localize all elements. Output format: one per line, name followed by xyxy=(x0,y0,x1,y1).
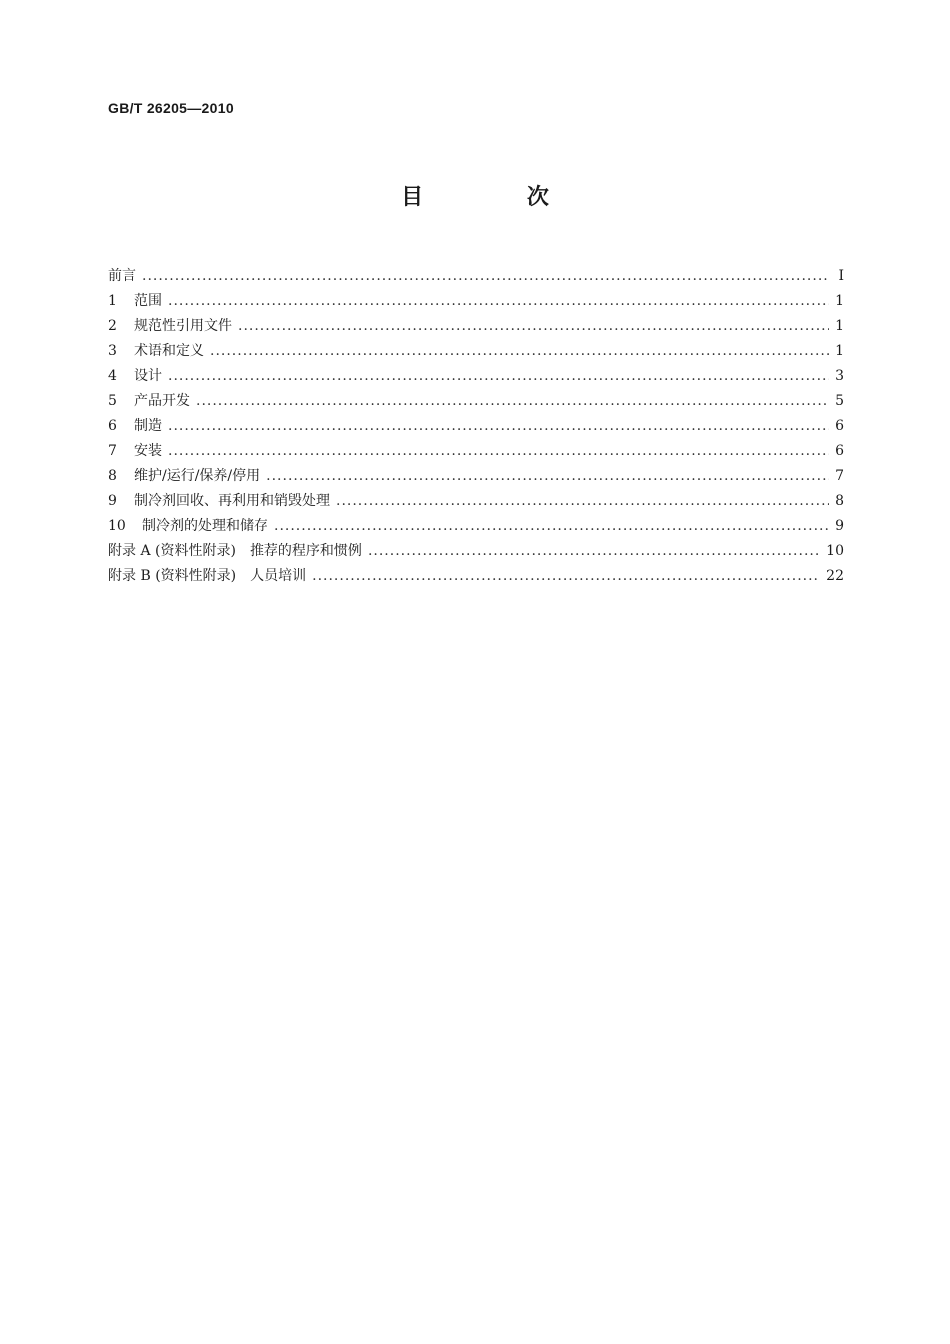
toc-entry-number: 2 xyxy=(108,318,117,334)
toc-page-number: 7 xyxy=(835,468,844,484)
toc-page-number: 1 xyxy=(835,343,844,359)
toc-leader-dots xyxy=(168,414,829,439)
toc-entry-label xyxy=(108,539,362,564)
toc-page-number: 9 xyxy=(835,518,844,534)
toc-leader-dots xyxy=(168,289,829,314)
toc-page-number: 22 xyxy=(826,568,844,584)
toc-entry-1[interactable] xyxy=(108,289,844,314)
toc-leader-dots xyxy=(196,389,829,414)
toc-leader-dots xyxy=(210,339,829,364)
toc-entry-6[interactable] xyxy=(108,414,844,439)
toc-entry-4[interactable] xyxy=(108,364,844,389)
toc-entry-5[interactable] xyxy=(108,389,844,414)
toc-leader-dots xyxy=(168,439,829,464)
toc-entry-label: 设计 xyxy=(134,368,162,384)
toc-entry-9[interactable] xyxy=(108,489,844,514)
appendix-title: 人员培训 xyxy=(250,568,307,584)
toc-entry-label: 前言 xyxy=(108,268,136,284)
standard-code: GB/T 26205—2010 xyxy=(108,100,234,116)
toc-entry-number: 10 xyxy=(108,518,126,534)
toc-entry-2[interactable] xyxy=(108,314,844,339)
toc-entry-label: 规范性引用文件 xyxy=(134,318,232,334)
toc-leader-dots xyxy=(336,489,829,514)
toc-page-number: 3 xyxy=(835,368,844,384)
appendix-designation: 附录 A (资料性附录) xyxy=(108,543,236,559)
toc-title: 目 次 xyxy=(401,185,597,210)
toc-entry-number: 6 xyxy=(108,418,117,434)
toc-entry-label: 维护/运行/保养/停用 xyxy=(134,468,261,484)
toc-leader-dots xyxy=(274,514,829,539)
toc-entry-label xyxy=(108,564,306,589)
toc-entry-label: 产品开发 xyxy=(134,393,190,409)
toc-entry-7[interactable] xyxy=(108,439,844,464)
toc-leader-dots xyxy=(168,364,829,389)
toc-entry-number: 5 xyxy=(108,393,117,409)
toc-entry-label: 制造 xyxy=(134,418,162,434)
toc-entry-preface[interactable] xyxy=(108,264,844,289)
toc-page-number: 5 xyxy=(835,393,844,409)
toc-entry-number: 9 xyxy=(108,493,117,509)
toc-leader-dots xyxy=(368,539,820,564)
toc-entry-label: 范围 xyxy=(134,293,162,309)
toc-leader-dots xyxy=(266,464,829,489)
toc-entry-label: 制冷剂回收、再利用和销毁处理 xyxy=(134,493,330,509)
toc-page-number: 8 xyxy=(835,493,844,509)
toc-page-number: 1 xyxy=(835,293,844,309)
appendix-designation: 附录 B (资料性附录) xyxy=(108,568,237,584)
toc-entry-appendix-a[interactable] xyxy=(108,539,844,564)
toc-leader-dots xyxy=(142,264,830,289)
toc-entry-number: 3 xyxy=(108,343,117,359)
appendix-title: 推荐的程序和惯例 xyxy=(249,543,362,559)
toc-entry-label: 术语和定义 xyxy=(134,343,204,359)
toc-entry-10[interactable] xyxy=(108,514,844,539)
toc-entry-number: 4 xyxy=(108,368,117,384)
toc-leader-dots xyxy=(312,564,820,589)
toc-leader-dots xyxy=(238,314,829,339)
toc-page-number: 1 xyxy=(835,318,844,334)
table-of-contents xyxy=(108,264,844,589)
toc-entry-number: 8 xyxy=(108,468,117,484)
toc-entry-number: 7 xyxy=(108,443,117,459)
toc-entry-label: 制冷剂的处理和储存 xyxy=(142,518,268,534)
toc-entry-8[interactable] xyxy=(108,464,844,489)
toc-entry-3[interactable] xyxy=(108,339,844,364)
toc-entry-number: 1 xyxy=(108,293,117,309)
toc-page-number: 6 xyxy=(835,418,844,434)
toc-page-number: I xyxy=(838,268,844,284)
toc-page-number: 10 xyxy=(826,543,844,559)
toc-entry-label: 安装 xyxy=(134,443,162,459)
toc-page-number: 6 xyxy=(835,443,844,459)
toc-entry-appendix-b[interactable] xyxy=(108,564,844,589)
